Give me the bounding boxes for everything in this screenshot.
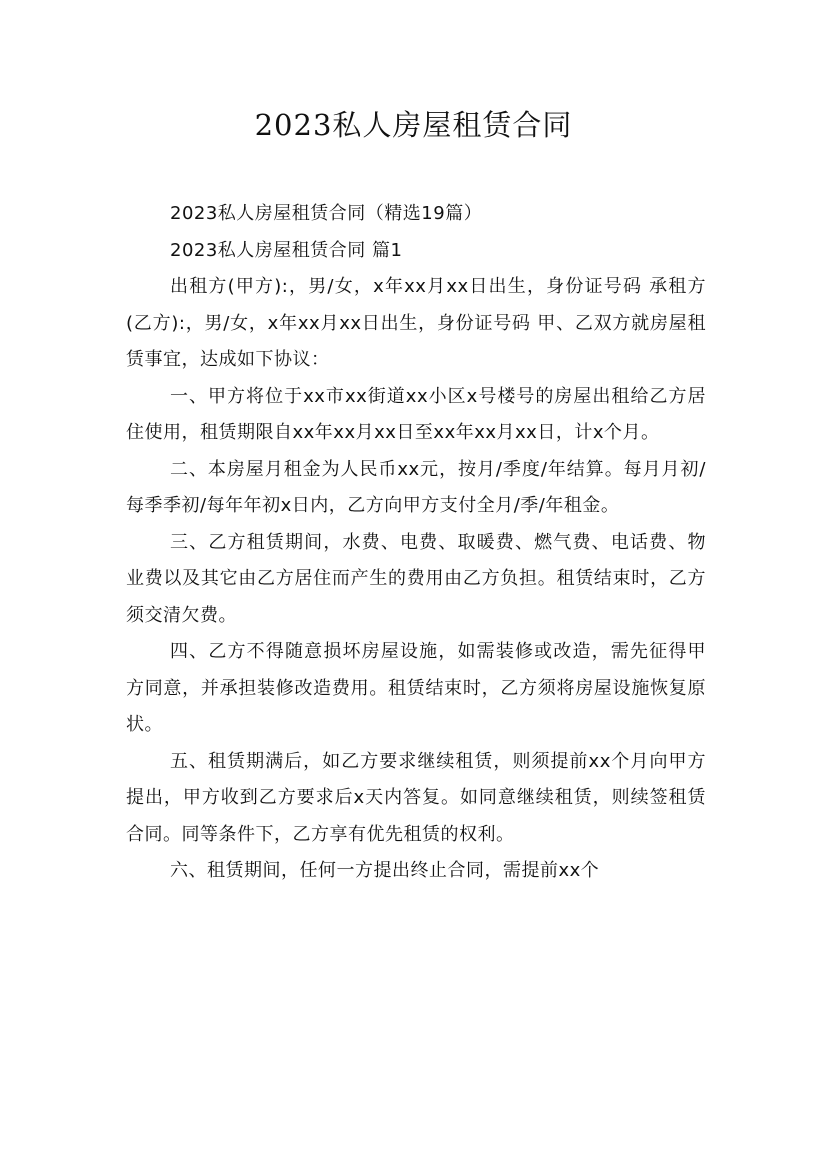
paragraph-clause-1: 一、甲方将位于xx市xx街道xx小区x号楼号的房屋出租给乙方居住使用，租赁期限自xx年xx月xx日至xx年xx月xx日，计x个月。 [126,385,706,443]
paragraph-clause-3: 三、乙方租赁期间，水费、电费、取暖费、燃气费、电话费、物业费以及其它由乙方居住而产生的费用由乙方负担。租赁结束时，乙方须交清欠费。 [126,531,706,626]
paragraph-clause-4: 四、乙方不得随意损坏房屋设施，如需装修或改造，需先征得甲方同意，并承担装修改造费用。租赁结束时，乙方须将房屋设施恢复原状。 [126,641,706,735]
paragraph-parties: 出租方(甲方):，男/女，x年xx月xx日出生，身份证号码 承租方(乙方):，男/女，x年xx月xx日出生，身份证号码 甲、乙双方就房屋租赁事宜，达成如下协议： [126,276,706,370]
paragraph-clause-6: 六、租赁期间，任何一方提出终止合同，需提前xx个 [170,860,600,881]
paragraph-subtitle: 2023私人房屋租赁合同（精选19篇） [170,203,483,224]
document-title: 2023私人房屋租赁合同 [254,108,573,142]
paragraph-clause-2: 二、本房屋月租金为人民币xx元，按月/季度/年结算。每月月初/每季季初/每年年初x日内，乙方向甲方支付全月/季/年租金。 [126,458,706,516]
paragraph-clause-5: 五、租赁期满后，如乙方要求继续租赁，则须提前xx个月向甲方提出，甲方收到乙方要求后x天内答复。如同意继续租赁，则续签租赁合同。同等条件下，乙方享有优先租赁的权利。 [126,750,706,845]
paragraph-section-heading: 2023私人房屋租赁合同 篇1 [170,239,403,261]
document-body [126,196,706,890]
